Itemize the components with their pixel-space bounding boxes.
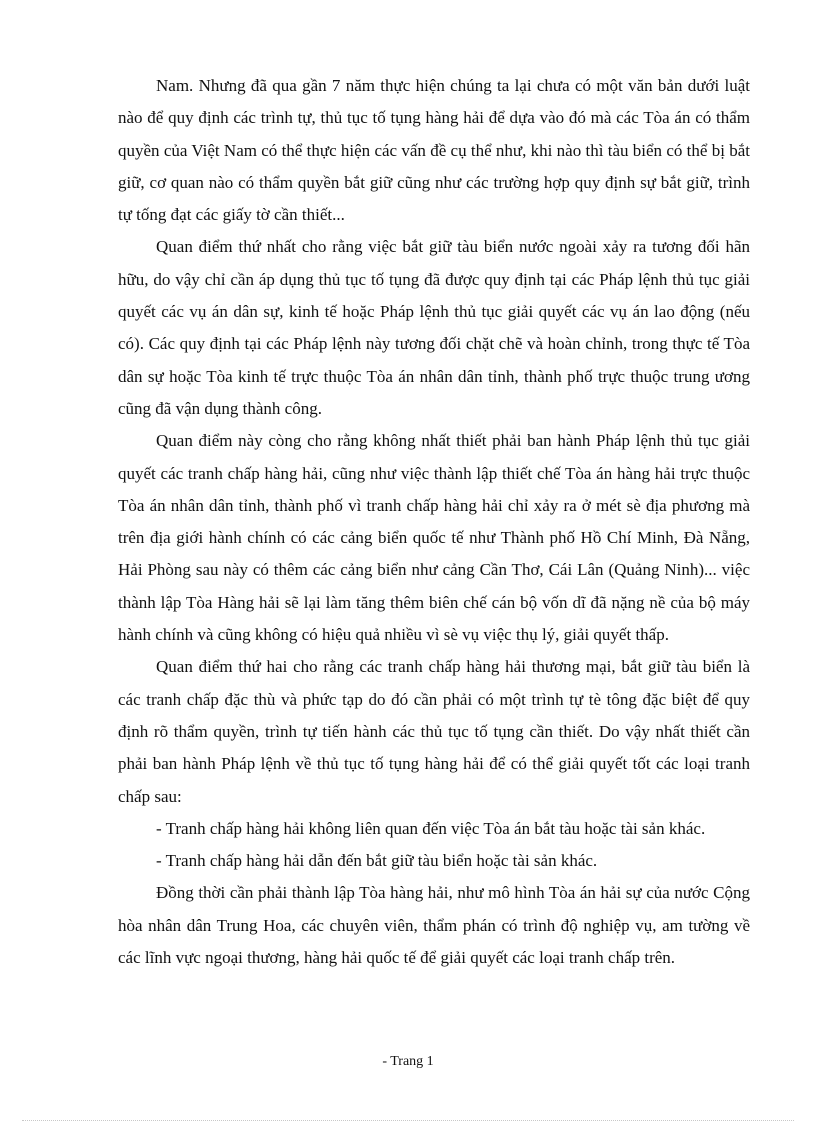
page-number-footer: - Trang 1 [382, 1054, 434, 1069]
list-item: - Tranh chấp hàng hải không liên quan đến việc Tòa án bắt tàu hoặc tài sản khác. [156, 818, 706, 838]
paragraph-first-viewpoint: Quan điểm thứ nhất cho rằng việc bắt giữ tàu biển nước ngoài xảy ra tương đối hãn hữu, do vậy chỉ cần áp dụng thủ tục tố tụng đã được quy định tại các Pháp lệnh thủ tục giải quyết các vụ án dân sự, kinh tế hoặc Pháp lệnh thủ tục giải quyết các vụ án lao động (nếu có). Các quy định tại các Pháp lệnh này tương đối chặt chẽ và hoàn chỉnh, trong thực tế Tòa dân sự hoặc Tòa kinh tế trực thuộc Tòa án nhân dân tỉnh, thành phố trực thuộc trung ương cũng đã vận dụng thành công. [118, 237, 750, 418]
paragraph-first-viewpoint-cont: Quan điểm này còng cho rằng không nhất thiết phải ban hành Pháp lệnh thủ tục giải quyết các tranh chấp hàng hải, cũng như việc thành lập thiết chế Tòa án hàng hải trực thuộc Tòa án nhân dân tỉnh, thành phố vì tranh chấp hàng hải chỉ xảy ra ở mét sè địa phương mà trên địa giới hành chính có các cảng biển quốc tế như Thành phố Hồ Chí Minh, Đà Nẵng, Hải Phòng sau này có thêm các cảng biển như cảng Cần Thơ, Cái Lân (Quảng Ninh)... việc thành lập Tòa Hàng hải sẽ lại làm tăng thêm biên chế cán bộ vốn dĩ đã nặng nề của bộ máy hành chính và cũng không có hiệu quả nhiều vì sè vụ việc thụ lý, giải quyết thấp. [118, 431, 750, 645]
paragraph-continuation: Nam. Nhưng đã qua gần 7 năm thực hiện chúng ta lại chưa có một văn bản dưới luật nào để quy định các trình tự, thủ tục tố tụng hàng hải để dựa vào đó mà các Tòa án có thẩm quyền của Việt Nam có thể thực hiện các vấn đề cụ thể như, khi nào thì tàu biển có thể bị bắt giữ, cơ quan nào có thẩm quyền bắt giữ cũng như các trường hợp quy định sự bắt giữ, trình tự tống đạt các giấy tờ cần thiết... [118, 76, 750, 225]
page-bottom-divider [22, 1120, 794, 1121]
document-body [118, 70, 750, 974]
paragraph-conclusion: Đồng thời cần phải thành lập Tòa hàng hải, như mô hình Tòa án hải sự của nước Cộng hòa nhân dân Trung Hoa, các chuyên viên, thẩm phán có trình độ nghiệp vụ, am tường về các lĩnh vực ngoại thương, hàng hải quốc tế để giải quyết các loại tranh chấp trên. [118, 883, 750, 968]
list-item: - Tranh chấp hàng hải dẫn đến bắt giữ tàu biển hoặc tài sản khác. [156, 851, 598, 871]
paragraph-second-viewpoint: Quan điểm thứ hai cho rằng các tranh chấp hàng hải thương mại, bắt giữ tàu biển là các tranh chấp đặc thù và phức tạp do đó cần phải có một trình tự tè tông đặc biệt để quy định rõ thẩm quyền, trình tự tiến hành các thủ tục tố tụng cần thiết. Do vậy nhất thiết cần phải ban hành Pháp lệnh về thủ tục tố tụng hàng hải để có thể giải quyết tốt các loại tranh chấp sau: [118, 657, 750, 806]
